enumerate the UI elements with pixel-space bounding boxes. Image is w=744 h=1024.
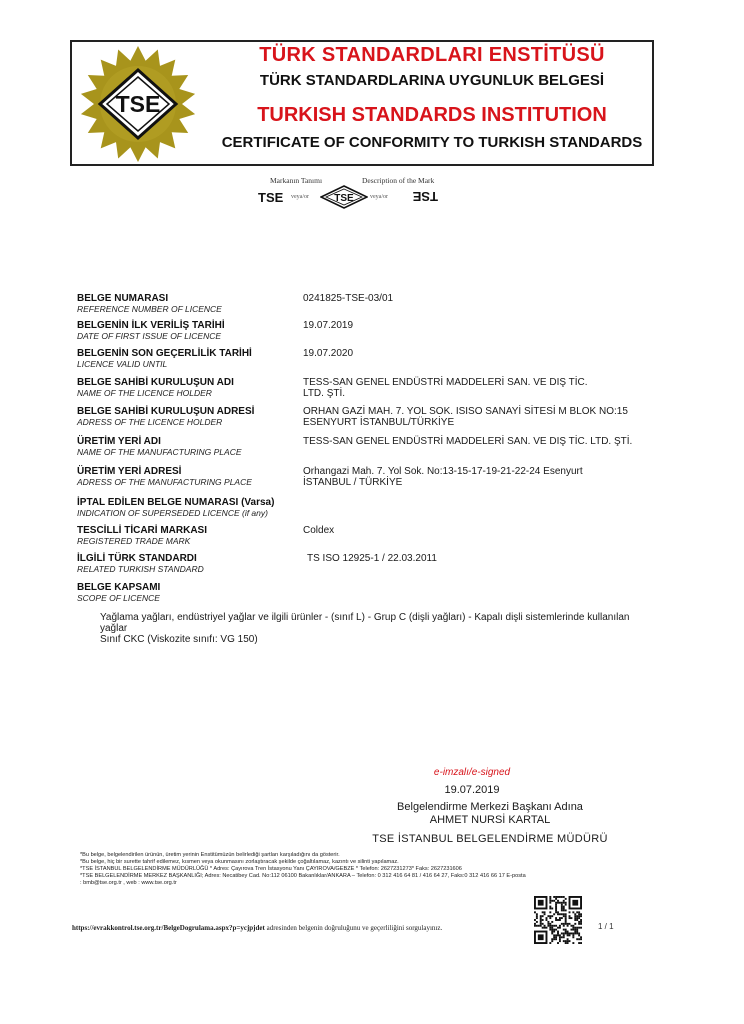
mark-logo-text: TSE bbox=[334, 193, 354, 204]
field-superseded-licence bbox=[77, 497, 677, 518]
field-label-en: DATE OF FIRST ISSUE OF LICENCE bbox=[77, 331, 222, 341]
seal-text: TSE bbox=[115, 91, 161, 117]
signature-date: 19.07.2019 bbox=[444, 784, 500, 796]
scope-line-1: Yağlama yağları, endüstriyel yağlar ve ilgili ürünler - (sınıf L) - Grup C (dişli yağları) - Kapalı dişli sistemlerinde kullanılan yağlar bbox=[100, 612, 630, 634]
signature-on-behalf: Belgelendirme Merkezi Başkanı Adına bbox=[397, 801, 583, 813]
field-label-tr: BELGE SAHİBİ KURULUŞUN ADI bbox=[77, 377, 234, 388]
page-number: 1 / 1 bbox=[598, 922, 614, 931]
field-label-tr: ÜRETİM YERİ ADI bbox=[77, 436, 161, 447]
field-label-tr: BELGENİN SON GEÇERLİLİK TARİHİ bbox=[77, 348, 252, 359]
field-value: TS ISO 12925-1 / 22.03.2011 bbox=[307, 553, 437, 564]
field-label-en: NAME OF THE LICENCE HOLDER bbox=[77, 388, 212, 398]
tse-seal-logo bbox=[78, 44, 198, 164]
mark-tse-text: TSE bbox=[258, 190, 284, 205]
e-signed-label: e-imzalı/e-signed bbox=[433, 767, 511, 778]
field-scope bbox=[77, 582, 677, 603]
field-label-en: REGISTERED TRADE MARK bbox=[77, 536, 191, 546]
field-label-en: RELATED TURKISH STANDARD bbox=[77, 564, 204, 574]
mark-caption-en: Description of the Mark bbox=[362, 176, 435, 185]
footer-note: *TSE İSTANBUL BELGELENDİRME MÜDÜRLÜĞÜ * Adres: Çayırova Tren İstasyonu Yanı ÇAYIROVA/GEBZE * Telefon: 2627231273* Faks: 2627231606 bbox=[80, 866, 462, 872]
mark-or-1: veya/or bbox=[291, 194, 309, 200]
field-value: Orhangazi Mah. 7. Yol Sok. No:13-15-17-19-21-22-24 Esenyurt İSTANBUL / TÜRKİYE bbox=[303, 466, 583, 488]
mark-caption-tr: Markanın Tanımı bbox=[270, 176, 323, 185]
field-label-en: ADRESS OF THE LICENCE HOLDER bbox=[77, 417, 223, 427]
field-label-en: LICENCE VALID UNTIL bbox=[77, 359, 168, 369]
field-label-tr: BELGE SAHİBİ KURULUŞUN ADRESİ bbox=[77, 406, 255, 417]
header-title-en: TURKISH STANDARDS INSTITUTION bbox=[257, 104, 607, 126]
field-label-tr: BELGENİN İLK VERİLİŞ TARİHİ bbox=[77, 320, 225, 331]
header-subtitle-tr: TÜRK STANDARDLARINA UYGUNLUK BELGESİ bbox=[259, 72, 605, 89]
signatory-name: AHMET NURSİ KARTAL bbox=[429, 814, 551, 826]
header-title-tr: TÜRK STANDARDLARI ENSTİTÜSÜ bbox=[259, 44, 605, 66]
verification-line bbox=[72, 924, 442, 932]
field-first-issue-date bbox=[77, 320, 677, 341]
footer-note: : bmb@tse.org.tr , web : www.tse.org.tr bbox=[80, 880, 177, 886]
qr-code bbox=[534, 896, 582, 944]
footer-note: *Bu belge, hiç bir surette tahrif edilemez, kısmen veya okunmasını zorlaştıracak şekilde çoğaltılamaz, kazıntı ve silinti yapılamaz. bbox=[80, 859, 399, 865]
field-trade-mark bbox=[77, 525, 677, 546]
header-subtitle-en: CERTIFICATE OF CONFORMITY TO TURKISH STANDARDS bbox=[221, 134, 643, 151]
field-label-en: NAME OF THE MANUFACTURING PLACE bbox=[77, 447, 242, 457]
mark-description bbox=[258, 176, 448, 216]
field-value: ORHAN GAZİ MAH. 7. YOL SOK. ISISO SANAYİ SİTESİ M BLOK NO:15 ESENYURT İSTANBUL/TÜRKİYE bbox=[303, 406, 628, 428]
signatory-title: TSE İSTANBUL BELGELENDİRME MÜDÜRÜ bbox=[372, 833, 608, 845]
field-value: 0241825-TSE-03/01 bbox=[303, 293, 394, 304]
scope-text bbox=[100, 612, 640, 645]
field-value: TESS-SAN GENEL ENDÜSTRİ MADDELERİ SAN. VE DIŞ TİC. LTD. ŞTİ. bbox=[303, 377, 588, 399]
field-label-tr: İLGİLİ TÜRK STANDARDI bbox=[77, 553, 197, 564]
field-label-tr: TESCİLLİ TİCARİ MARKASI bbox=[77, 525, 207, 536]
field-label-en: SCOPE OF LICENCE bbox=[77, 593, 160, 603]
field-label-en: ADRESS OF THE MANUFACTURING PLACE bbox=[77, 477, 252, 487]
field-label-tr: BELGE KAPSAMI bbox=[77, 582, 161, 593]
mark-tse-rotated: TSE bbox=[412, 189, 438, 204]
certificate-header bbox=[70, 40, 654, 166]
verification-text: adresinden belgenin doğruluğunu ve geçerliliğini sorgulayınız. bbox=[264, 924, 443, 932]
field-value: 19.07.2020 bbox=[303, 348, 354, 359]
verification-link[interactable]: https://evrakkontrol.tse.org.tr/BelgeDogrulama.aspx?p=ycjpjdet bbox=[72, 924, 265, 932]
field-label-tr: ÜRETİM YERİ ADRESİ bbox=[77, 466, 182, 477]
field-reference-number bbox=[77, 293, 677, 314]
field-value: TESS-SAN GENEL ENDÜSTRİ MADDELERİ SAN. VE DIŞ TİC. LTD. ŞTİ. bbox=[303, 436, 633, 447]
field-valid-until bbox=[77, 348, 677, 369]
footer-note: *Bu belge, belgelendirilen ürünün, üretim yerinin Enstitümüzün belirlediği şartları karşıladığını da gösterir. bbox=[80, 852, 340, 858]
field-manufacturing-place-name bbox=[77, 436, 677, 457]
field-label-en: REFERENCE NUMBER OF LICENCE bbox=[77, 304, 222, 314]
field-manufacturing-place-address bbox=[77, 466, 677, 487]
footer-note: *TSE BELGELENDİRME MERKEZ BAŞKANLIĞI; Adres: Necatibey Cad. No:112 06100 Bakanlıklar/ANKARA – Telefon: 0 312 416 64 81 / 416 64 27, Faks:0 312 416 66 17 E-posta bbox=[80, 873, 526, 879]
field-holder-name bbox=[77, 377, 677, 398]
field-value: Coldex bbox=[303, 525, 335, 536]
field-value: 19.07.2019 bbox=[303, 320, 354, 331]
field-label-tr: İPTAL EDİLEN BELGE NUMARASI (Varsa) bbox=[77, 497, 275, 508]
tse-diamond-logo bbox=[320, 185, 368, 209]
field-label-en: INDICATION OF SUPERSEDED LICENCE (if any) bbox=[77, 508, 268, 518]
scope-line-2: Sınıf CKC (Viskozite sınıfı: VG 150) bbox=[100, 634, 258, 645]
field-related-standard bbox=[77, 553, 677, 574]
field-holder-address bbox=[77, 406, 677, 427]
field-label-tr: BELGE NUMARASI bbox=[77, 293, 169, 304]
mark-or-2: veya/or bbox=[370, 194, 388, 200]
footer-notes bbox=[80, 852, 650, 887]
